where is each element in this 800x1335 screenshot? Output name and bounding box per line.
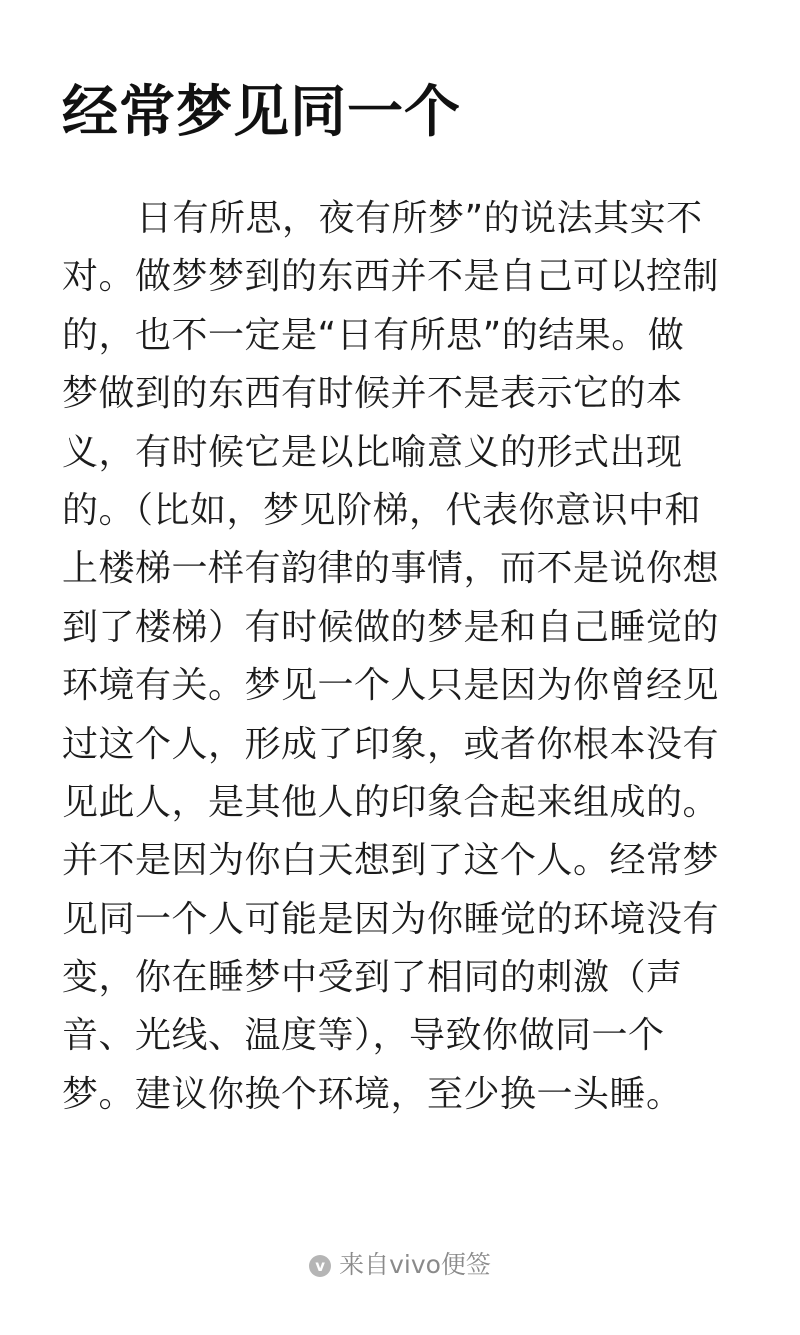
- body-line: 的，也不一定是“日有所思”的结果。做: [62, 314, 685, 356]
- body-line: 义，有时候它是以比喻意义的形式出现: [62, 431, 683, 473]
- body-line: 日有所思，夜有所梦”的说法其实不: [136, 198, 703, 239]
- body-line: 过这个人，形成了印象，或者你根本没有: [62, 723, 720, 765]
- note-title: 经常梦见同一个: [62, 80, 461, 145]
- body-line: 上楼梯一样有韵律的事情，而不是说你想: [62, 548, 720, 590]
- vivo-logo-icon: v: [309, 1255, 331, 1277]
- body-line: 到了楼梯）有时候做的梦是和自己睡觉的: [62, 606, 720, 648]
- body-line: 并不是因为你白天想到了这个人。经常梦: [62, 840, 720, 882]
- body-line: 梦。建议你换个环境，至少换一头睡。: [62, 1073, 683, 1115]
- footer-source-text: 来自vivo便签: [339, 1250, 491, 1279]
- body-line: 梦做到的东西有时候并不是表示它的本: [62, 373, 683, 415]
- body-line: 环境有关。梦见一个人只是因为你曾经见: [62, 665, 720, 707]
- body-line: 见此人，是其他人的印象合起来组成的。: [62, 781, 720, 823]
- source-footer: [0, 1248, 800, 1282]
- body-line: 变，你在睡梦中受到了相同的刺激（声: [62, 957, 683, 999]
- body-line: 对。做梦梦到的东西并不是自己可以控制: [62, 256, 720, 298]
- note-body: [62, 190, 722, 1124]
- body-line: 见同一个人可能是因为你睡觉的环境没有: [62, 898, 720, 940]
- body-line: 的。（比如，梦见阶梯，代表你意识中和: [62, 489, 702, 531]
- body-line: 音、光线、温度等），导致你做同一个: [62, 1015, 665, 1057]
